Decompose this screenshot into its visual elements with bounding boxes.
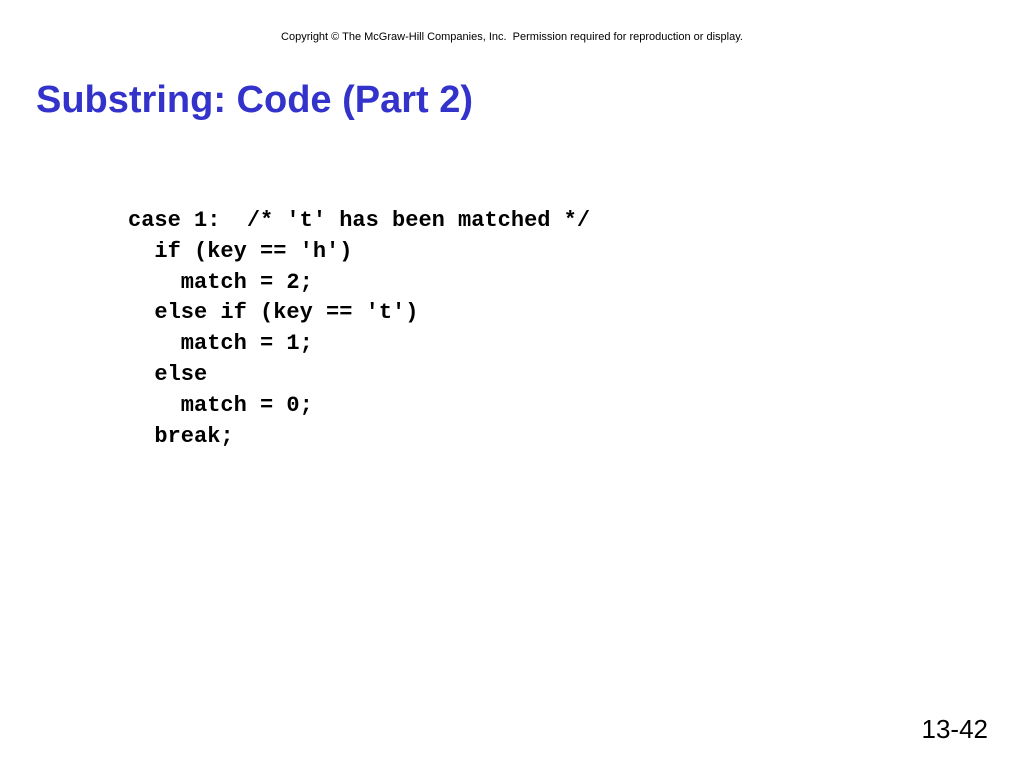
- page-number: 13-42: [921, 714, 988, 744]
- code-line: else: [128, 361, 208, 387]
- code-line: match = 2;: [128, 269, 313, 295]
- code-line: break;: [128, 423, 234, 449]
- slide-title: Substring: Code (Part 2): [36, 79, 474, 121]
- code-line: if (key == 'h'): [128, 238, 353, 264]
- code-line: match = 1;: [128, 331, 313, 357]
- code-line: case 1: /* 't' has been matched */: [128, 208, 591, 233]
- code-line: match = 0;: [128, 392, 313, 418]
- code-block: [128, 206, 590, 452]
- copyright-notice: Copyright © The McGraw-Hill Companies, Inc. Permission required for reproduction or display.: [281, 31, 743, 43]
- code-line: else if (key == 't'): [128, 300, 419, 326]
